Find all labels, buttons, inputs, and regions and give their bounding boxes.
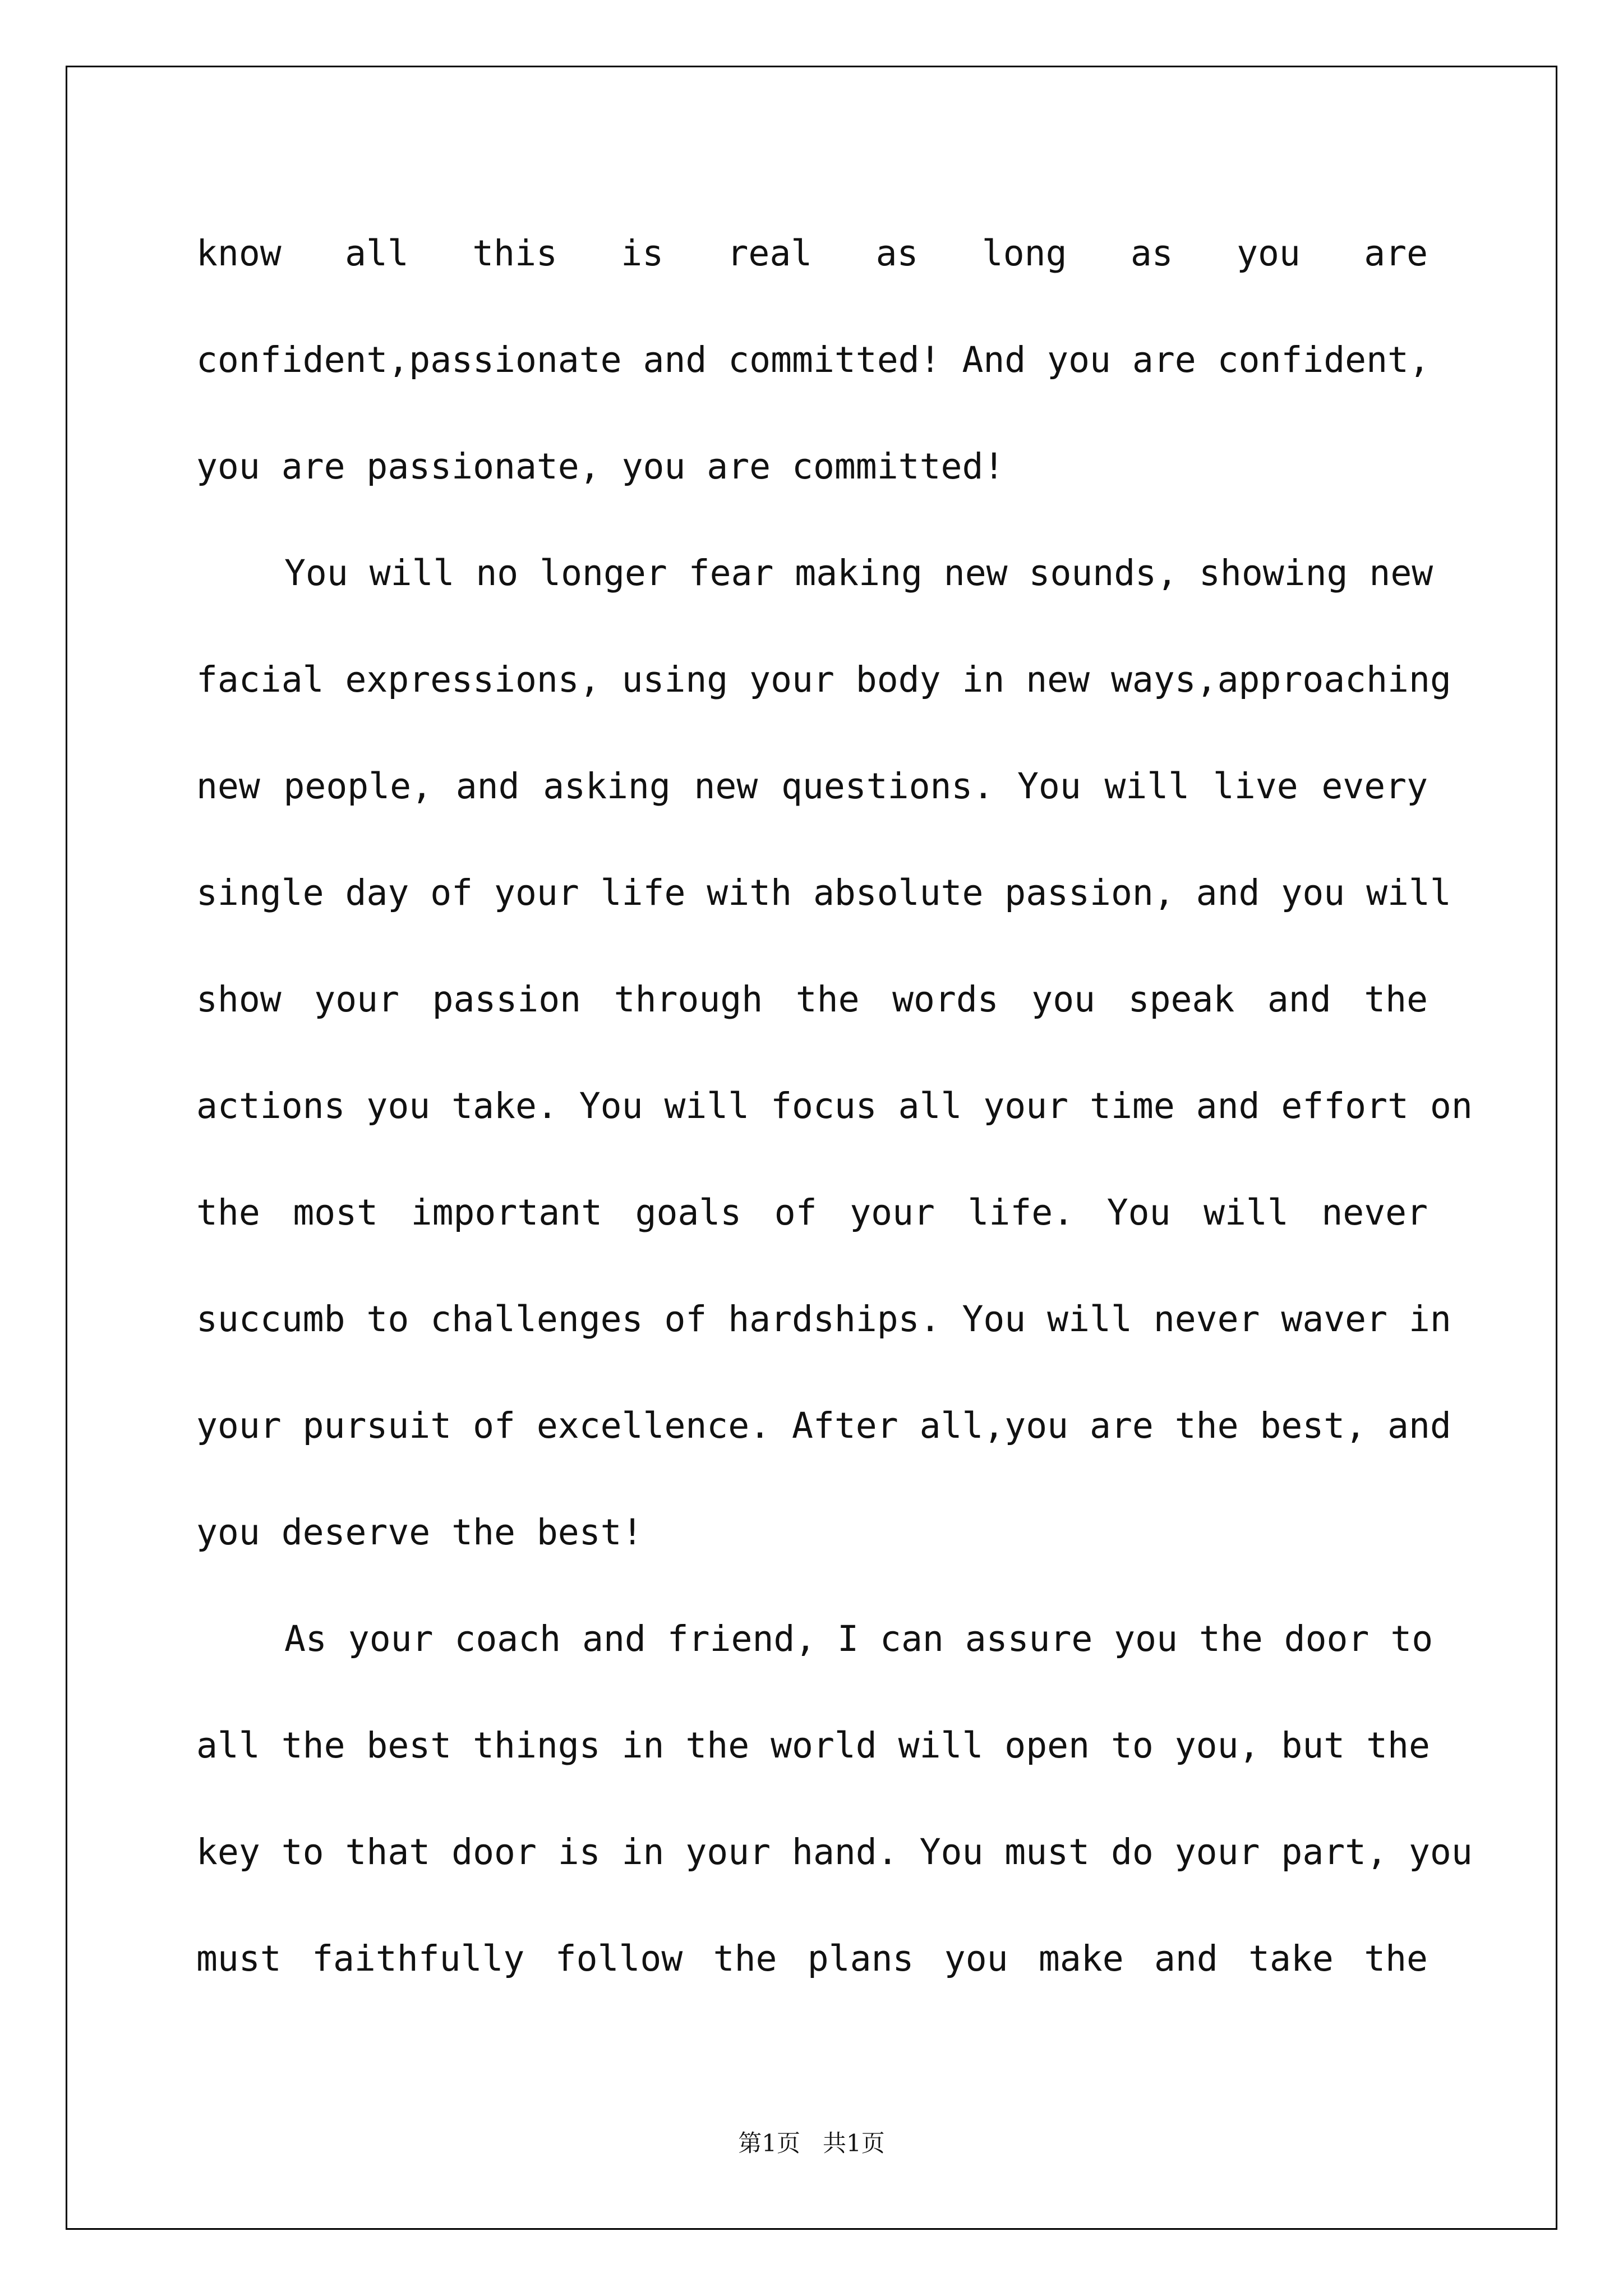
text-line: single day of your life with absolute passion, and you will [196,872,1451,913]
text-line: facial expressions, using your body in new ways,approaching [196,659,1451,700]
paragraph-first-line: You will no longer fear making new sounds, showing new [284,553,1433,593]
text-line: must faithfully follow the plans you make and take the [196,1938,1428,1979]
text-line: you are passionate, you are committed! [196,446,1005,487]
text-line: all the best things in the world will open to you, but the [196,1725,1430,1766]
text-line: your pursuit of excellence. After all,you are the best, and [196,1405,1451,1446]
text-line: new people, and asking new questions. You will live every [196,766,1428,807]
page-number-footer: 第1页 共1页 [738,2129,885,2157]
page-border [66,66,1557,2230]
text-line: key to that door is in your hand. You must do your part, you [196,1832,1473,1872]
text-line: show your passion through the words you speak and the [196,979,1428,1020]
paragraph-first-line: As your coach and friend, I can assure you the door to [284,1618,1433,1659]
text-line: the most important goals of your life. You will never [196,1192,1428,1233]
text-line: know all this is real as long as you are [196,233,1428,274]
text-line: actions you take. You will focus all your time and effort on [196,1085,1473,1126]
text-line: succumb to challenges of hardships. You will never waver in [196,1299,1451,1340]
text-line: you deserve the best! [196,1512,643,1553]
text-line: confident,passionate and committed! And you are confident, [196,339,1430,380]
